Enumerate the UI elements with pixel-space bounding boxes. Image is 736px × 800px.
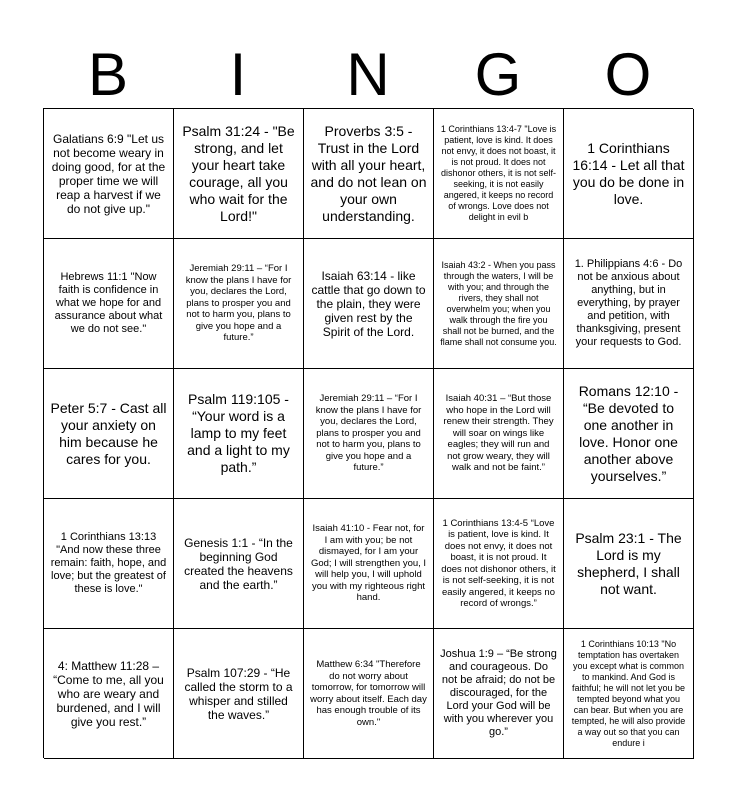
cell-text: Genesis 1:1 - “In the beginning God created the heavens and the earth.” [184,535,293,592]
bingo-cell-r1-c1 [44,109,174,239]
bingo-cell-r1-c4 [434,109,564,239]
bingo-cell-r4-c1 [44,499,174,629]
cell-text: 1 Corinthians 13:4-7 "Love is patient, love is kind. It does not envy, it does not boast, it is not proud. It does not dishonor others, it is not self-seeking, it is not easily angered, it keeps no record of wrongs. Love does not delight in evil b [440,124,557,222]
header-letter-i: I [229,41,247,108]
bingo-header [43,42,693,108]
cell-text: Isaiah 63:14 - like cattle that go down to the plain, they were given rest by the Spirit of the Lord. [311,268,426,339]
cell-text: Hebrews 11:1 "Now faith is confidence in what we hope for and assurance about what we do not see." [54,271,163,335]
bingo-cell-r3-c1 [44,369,174,499]
bingo-cell-r1-c2 [174,109,304,239]
bingo-grid [43,108,693,758]
cell-text: 1 Corinthians 16:14 - Let all that you do be done in love. [572,139,685,207]
bingo-cell-r5-c3 [304,629,434,759]
bingo-cell-r3-c4 [434,369,564,499]
cell-text: Jeremiah 29:11 – “For I know the plans I have for you, declares the Lord, plans to prosper you and not to harm you, plans to give you hope and a future.” [315,393,422,474]
cell-text: 1 Corinthians 10:13 "No temptation has overtaken you except what is common to mankind. And God is faithful; he will not let you be tempted beyond what you can bear. But when you are tempted, he will also provide a way out so that you can endure i [571,638,686,748]
bingo-cell-r2-c2 [174,239,304,369]
cell-text: Jeremiah 29:11 – “For I know the plans I have for you, declares the Lord, plans to prosper you and not to harm you, plans to give you hope and a future.” [185,263,292,344]
cell-text: Psalm 31:24 - "Be strong, and let your heart take courage, all you who wait for the Lord!" [182,122,295,224]
bingo-cell-r5-c4 [434,629,564,759]
bingo-cell-r2-c5 [564,239,694,369]
bingo-cell-r1-c3 [304,109,434,239]
bingo-cell-r3-c2 [174,369,304,499]
bingo-cell-r4-c2 [174,499,304,629]
cell-text: Joshua 1:9 – “Be strong and courageous. Do not be afraid; do not be discouraged, for the Lord your God will be with you wherever you go.” [440,648,557,738]
bingo-cell-r2-c3 [304,239,434,369]
bingo-cell-r1-c5 [564,109,694,239]
bingo-cell-r2-c1 [44,239,174,369]
bingo-cell-r2-c4 [434,239,564,369]
bingo-cell-r4-c4 [434,499,564,629]
header-letter-g: G [474,41,522,108]
header-letter-n: N [346,41,390,108]
cell-text: Psalm 107:29 - “He called the storm to a whisper and stilled the waves.” [184,665,293,722]
cell-text: Galatians 6:9 "Let us not become weary in doing good, for at the proper time we will reap a harvest if we do not give up." [51,131,166,216]
bingo-cell-r5-c1 [44,629,174,759]
bingo-cell-r5-c5 [564,629,694,759]
bingo-cell-r4-c3 [304,499,434,629]
cell-text: 1. Philippians 4:6 - Do not be anxious about anything, but in everything, by prayer and petition, with thanksgiving, present your requests to God. [574,258,683,348]
cell-text: Psalm 119:105 - “Your word is a lamp to my feet and a light to my path.” [187,391,290,475]
bingo-cell-r3-c3 [304,369,434,499]
bingo-cell-r5-c2 [174,629,304,759]
cell-text: 4: Matthew 11:28 – “Come to me, all you who are weary and burdened, and I will give you rest.” [53,658,164,729]
cell-text: Matthew 6:34 "Therefore do not worry about tomorrow, for tomorrow will worry about itself. Each day has enough trouble of its own." [310,659,427,728]
cell-text: 1 Corinthians 13:13 "And now these three remain: faith, hope, and love; but the greatest of these is love." [50,531,167,595]
cell-text: Psalm 23:1 - The Lord is my shepherd, I shall not want. [575,529,682,597]
cell-text: Isaiah 40:31 – “But those who hope in the Lord will renew their strength. They will soar on wings like eagles; they will run and not grow weary, they will walk and not be faint.” [443,393,554,474]
cell-text: 1 Corinthians 13:4-5 “Love is patient, love is kind. It does not envy, it does not boast, it is not proud. It does not dishonor others, it is not self-seeking, it is not easily angered, it keeps no record of wrongs.” [441,517,556,609]
bingo-cell-r4-c5 [564,499,694,629]
header-letter-o: O [604,41,652,108]
cell-text: Peter 5:7 - Cast all your anxiety on him because he cares for you. [50,399,167,467]
cell-text: Isaiah 41:10 - Fear not, for I am with you; be not dismayed, for I am your God; I will strengthen you, I will help you, I will uphold you with my righteous right hand. [310,523,427,604]
cell-text: Isaiah 43:2 - When you pass through the waters, I will be with you; and through the rivers, they shall not overwhelm you; when you walk through the fire you shall not be burned, and the flame shall not consume you. [440,259,557,347]
bingo-cell-r3-c5 [564,369,694,499]
cell-text: Romans 12:10 - “Be devoted to one another in love. Honor one another above yourselves.” [578,382,679,484]
header-letter-b: B [87,41,129,108]
cell-text: Proverbs 3:5 - Trust in the Lord with all your heart, and do not lean on your own understanding. [310,122,427,224]
